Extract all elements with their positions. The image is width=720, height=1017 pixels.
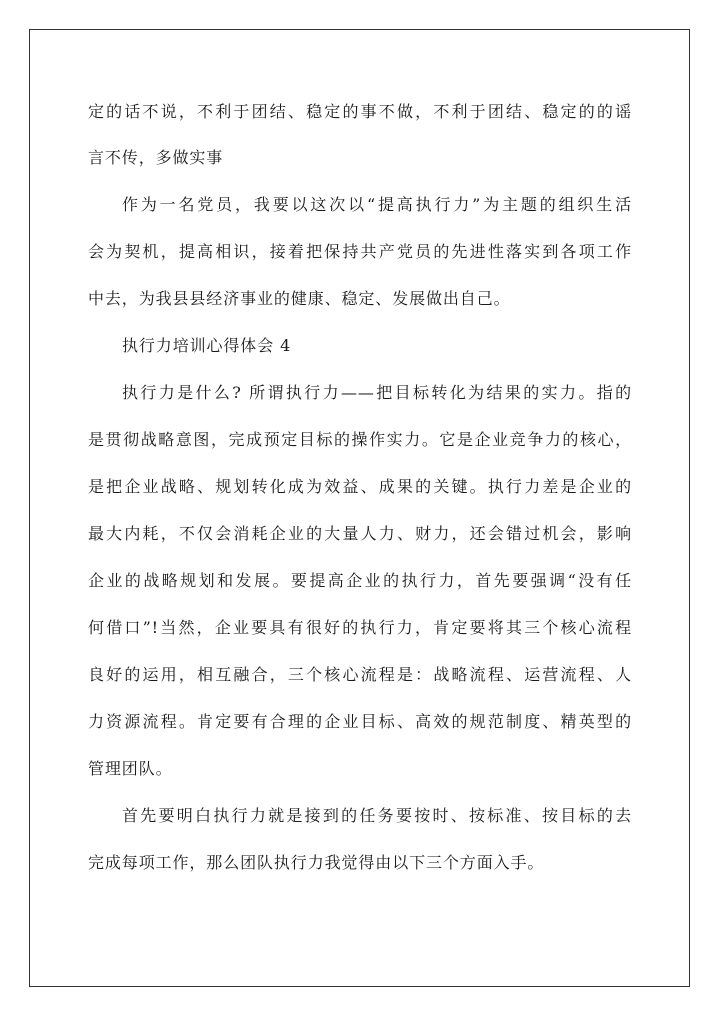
paragraph-first-line: 作为一名党员，我要以这次以“提高执行力”为主题的组织生活 — [122, 195, 632, 214]
text-line: 完成每项工作，那么团队执行力我觉得由以下三个方面入手。 — [88, 853, 545, 872]
paragraph-first-line: 执行力是什么? 所谓执行力——把目标转化为结果的实力。指的 — [122, 383, 632, 402]
section-heading: 执行力培训心得体会 4 — [122, 336, 292, 355]
text-line: 是贯彻战略意图，完成预定目标的操作实力。它是企业竞争力的核心， — [88, 430, 632, 449]
page-border — [29, 29, 690, 987]
text-line: 中去，为我县县经济事业的健康、稳定、发展做出自己。 — [88, 289, 511, 308]
text-line: 企业的战略规划和发展。要提高企业的执行力，首先要强调“没有任 — [88, 571, 632, 590]
text-line: 管理团队。 — [88, 759, 173, 778]
text-line: 何借口”!当然，企业要具有很好的执行力，肯定要将其三个核心流程 — [88, 618, 632, 637]
text-line: 言不传，多做实事 — [88, 148, 224, 167]
text-line: 定的话不说，不利于团结、稳定的事不做，不利于团结、稳定的的谣 — [88, 102, 632, 121]
text-line: 会为契机，提高相识，接着把保持共产党员的先进性落实到各项工作 — [88, 242, 632, 261]
text-line: 良好的运用，相互融合，三个核心流程是：战略流程、运营流程、人 — [88, 665, 632, 684]
paragraph-first-line: 首先要明白执行力就是接到的任务要按时、按标准、按目标的去 — [122, 806, 632, 825]
text-line: 最大内耗，不仅会消耗企业的大量人力、财力，还会错过机会，影响 — [88, 524, 632, 543]
text-line: 力资源流程。肯定要有合理的企业目标、高效的规范制度、精英型的 — [88, 712, 632, 731]
text-line: 是把企业战略、规划转化成为效益、成果的关键。执行力差是企业的 — [88, 477, 632, 496]
